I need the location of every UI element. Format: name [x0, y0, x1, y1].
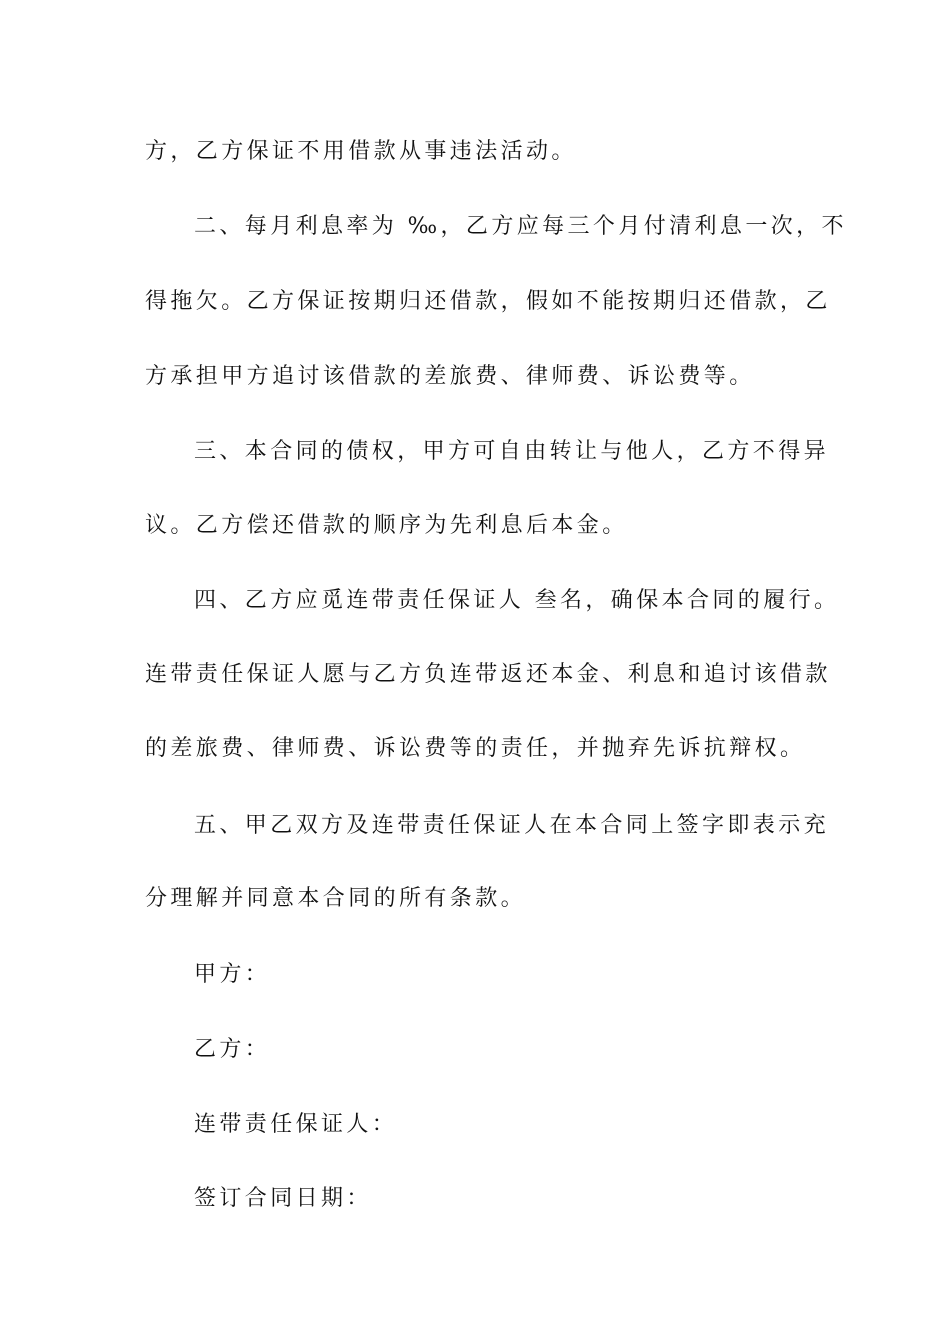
- paragraph-line: 三、本合同的债权，甲方可自由转让与他人，乙方不得异: [194, 439, 830, 464]
- paragraph-line: 连带责任保证人愿与乙方负连带返还本金、利息和追讨该借款: [145, 662, 831, 687]
- signature-label-party-a: 甲方：: [194, 962, 271, 987]
- paragraph-line: 四、乙方应觅连带责任保证人 叁名，确保本合同的履行。: [194, 588, 840, 613]
- signature-label-date: 签订合同日期：: [194, 1186, 372, 1211]
- paragraph-line: 二、每月利息率为 ‰，乙方应每三个月付清利息一次，不: [194, 214, 847, 239]
- paragraph-line: 分理解并同意本合同的所有条款。: [145, 886, 527, 911]
- paragraph-line: 议。乙方偿还借款的顺序为先利息后本金。: [145, 513, 628, 538]
- paragraph-line: 方承担甲方追讨该借款的差旅费、律师费、诉讼费等。: [145, 364, 755, 389]
- paragraph-line: 方，乙方保证不用借款从事违法活动。: [145, 139, 577, 164]
- paragraph-line: 得拖欠。乙方保证按期归还借款，假如不能按期归还借款，乙: [145, 289, 831, 314]
- paragraph-line: 五、甲乙双方及连带责任保证人在本合同上签字即表示充: [194, 813, 830, 838]
- paragraph-line: 的差旅费、律师费、诉讼费等的责任，并抛弃先诉抗辩权。: [145, 736, 806, 761]
- signature-label-party-b: 乙方：: [194, 1037, 271, 1062]
- signature-label-guarantor: 连带责任保证人：: [194, 1112, 398, 1137]
